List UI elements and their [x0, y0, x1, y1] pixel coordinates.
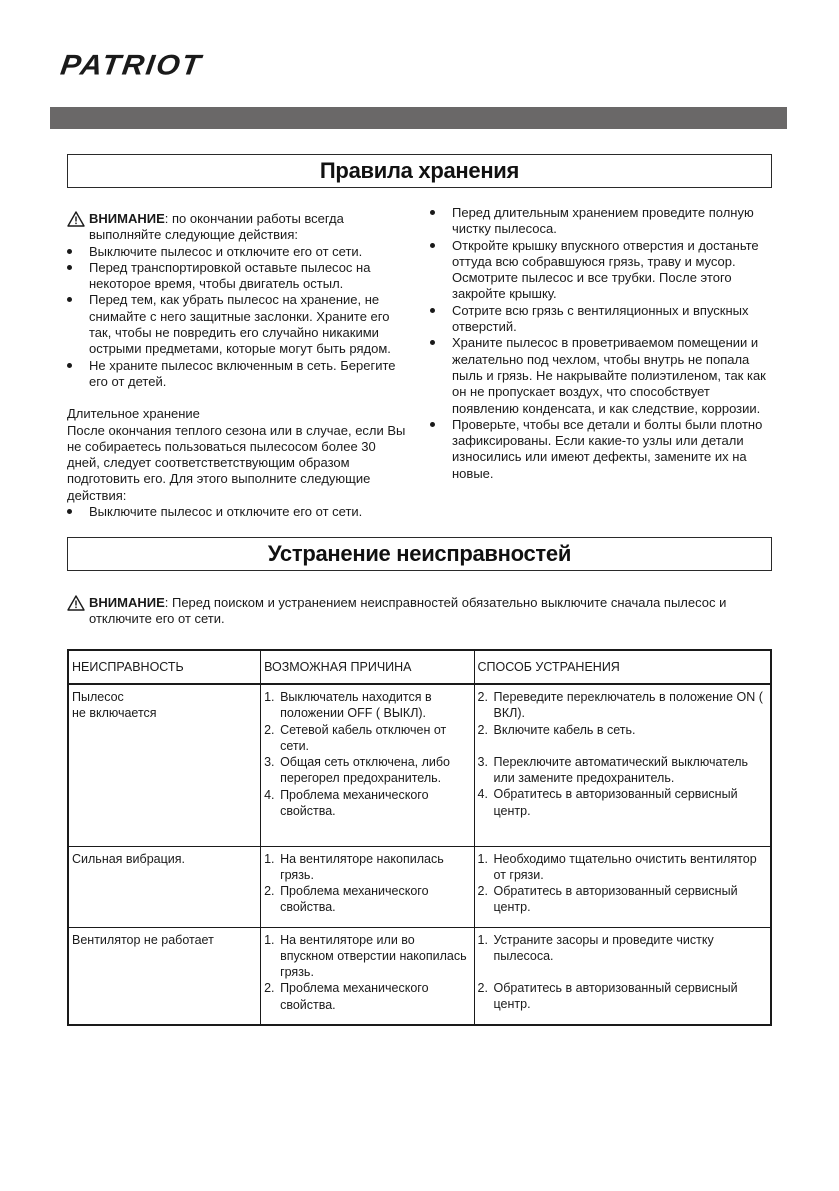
- list-item-text: Выключите пылесос и отключите его от сети.: [89, 504, 363, 520]
- list-item: 2. Проблема механического свойства.: [264, 981, 429, 1012]
- list-item: [67, 504, 412, 520]
- storage-bullets-right: [430, 205, 775, 482]
- list-item: 1. На вентиляторе или во впускном отверстии накопилась грязь.: [264, 932, 467, 980]
- list-item: 3. Переключите автоматический выключатель или замените предохранитель.: [477, 754, 749, 786]
- list-item: [67, 260, 412, 293]
- solution-cell: [474, 684, 771, 846]
- problem-cell: Вентилятор не работает: [68, 927, 261, 1025]
- header-problem: НЕИСПРАВНОСТЬ: [68, 650, 261, 684]
- solution-cell: [474, 846, 771, 927]
- cause-cell: [261, 684, 474, 846]
- header-solution: СПОСОБ УСТРАНЕНИЯ: [474, 650, 771, 684]
- list-item: 2. Проблема механического свойства.: [264, 884, 429, 915]
- list-item: 2. Сетевой кабель отключен от сети.: [264, 722, 447, 753]
- problem-cell: [68, 684, 261, 846]
- warning-triangle-icon: [67, 595, 85, 611]
- list-item: 2. Переведите переключатель в положение ON ( ВКЛ).: [477, 690, 763, 721]
- problem-line: не включается: [72, 706, 157, 721]
- list-item-text: Не храните пылесос включенным в сеть. Берегите его от детей.: [89, 357, 396, 389]
- bullet-icon: [430, 308, 435, 313]
- table-row: [68, 684, 771, 846]
- warning-triangle-icon: [67, 211, 85, 227]
- warning-text: : Перед поиском и устранением неисправностей обязательно выключите сначала пылесос и отключите его от сети.: [89, 595, 727, 627]
- list-item: 4. Проблема механического свойства.: [264, 787, 429, 819]
- list-item: 1. На вентиляторе накопилась грязь.: [264, 851, 444, 882]
- list-item-text: Храните пылесос в проветриваемом помещении и желательно под чехлом, чтобы внутрь не попала пыль и грязь. Не накрывайте полиэтиленом, так как он не пропускает воздух, что способствует появлению конденсата, и как следствие, коррозии.: [452, 335, 766, 416]
- bullet-icon: [67, 265, 72, 270]
- storage-warning: [67, 211, 412, 244]
- header-cause: ВОЗМОЖНАЯ ПРИЧИНА: [261, 650, 474, 684]
- bullet-icon: [67, 509, 72, 514]
- cause-cell: [261, 846, 474, 927]
- bullet-icon: [430, 243, 435, 248]
- list-item: [430, 335, 775, 416]
- list-item: [430, 417, 775, 482]
- long-term-bullets: [67, 504, 412, 520]
- bullet-icon: [67, 297, 72, 302]
- list-item-text: Откройте крышку впускного отверстия и достаньте оттуда всю собравшуюся грязь, траву и мусор. Осмотрите пылесос и все трубки. После этого закройте крышку.: [452, 237, 759, 302]
- warning-label: ВНИМАНИЕ: [89, 595, 165, 610]
- patriot-logo: PATRIOT: [58, 50, 205, 82]
- long-term-text: После окончания теплого сезона или в случае, если Вы не собираетесь пользоваться пылесосом более 30 дней, следует соответстветствующим образом подготовить его. Для этого выполните следующие действия:: [67, 422, 406, 503]
- list-item: 1. Необходимо тщательно очистить вентилятор от грязи.: [477, 851, 757, 882]
- troubleshooting-table: [67, 649, 772, 1026]
- bullet-icon: [430, 210, 435, 215]
- list-item-text: Выключите пылесос и отключите его от сети.: [89, 243, 363, 259]
- list-item: 1. Выключатель находится в положении OFF ( ВЫКЛ).: [264, 690, 432, 721]
- cause-cell: [261, 927, 474, 1025]
- list-item: 2. Обратитесь в авторизованный сервисный центр.: [477, 884, 738, 915]
- storage-left-column: [67, 211, 412, 520]
- list-item: [67, 358, 412, 391]
- long-term-heading: Длительное хранение: [67, 406, 200, 422]
- list-item: 1. Устраните засоры и проведите чистку пылесоса.: [477, 932, 714, 963]
- list-item: [430, 205, 775, 238]
- list-item: 2. Обратитесь в авторизованный сервисный центр.: [477, 981, 738, 1012]
- storage-bullets-left: [67, 244, 412, 391]
- section-title-storage: Правила хранения: [67, 154, 772, 188]
- list-item: [67, 292, 412, 357]
- warning-text: : по окончании работы всегда выполняйте следующие действия:: [89, 211, 344, 243]
- solution-cell: [474, 927, 771, 1025]
- bullet-icon: [430, 422, 435, 427]
- table-row: [68, 846, 771, 927]
- list-item-text: Перед транспортировкой оставьте пылесос на некоторое время, чтобы двигатель остыл.: [89, 259, 371, 292]
- bullet-icon: [67, 363, 72, 368]
- header-bar: [50, 107, 787, 129]
- list-item: [67, 244, 412, 260]
- problem-cell: Сильная вибрация.: [68, 846, 261, 927]
- storage-right-column: [430, 205, 775, 482]
- list-item: 2. Включите кабель в сеть.: [477, 722, 636, 737]
- list-item-text: Сотрите всю грязь с вентиляционных и впускных отверстий.: [452, 302, 749, 335]
- list-item-text: Проверьте, чтобы все детали и болты были плотно зафиксированы. Если какие-то узлы или детали износились или имеют дефекты, замените их на новые.: [452, 416, 763, 481]
- warning-label: ВНИМАНИЕ: [89, 211, 165, 226]
- list-item-text: Перед тем, как убрать пылесос на хранение, не снимайте с него защитные заслонки. Храните его так, чтобы не повредить его случайно никакими острыми предметами, которые могут быть рядом.: [89, 292, 391, 357]
- table-header-row: [68, 650, 771, 684]
- bullet-icon: [430, 340, 435, 345]
- problem-line: Пылесос: [72, 690, 124, 704]
- list-item: 3. Общая сеть отключена, либо перегорел предохранитель.: [264, 755, 450, 786]
- list-item-text: Перед длительным хранением проведите полную чистку пылесоса.: [452, 205, 754, 237]
- troubleshooting-warning: [67, 595, 772, 628]
- list-item: [430, 238, 775, 303]
- list-item: [430, 303, 775, 336]
- table-row: [68, 927, 771, 1025]
- bullet-icon: [67, 249, 72, 254]
- list-item: 4. Обратитесь в авторизованный сервисный центр.: [477, 787, 738, 818]
- section-title-troubleshooting: Устранение неисправностей: [67, 537, 772, 571]
